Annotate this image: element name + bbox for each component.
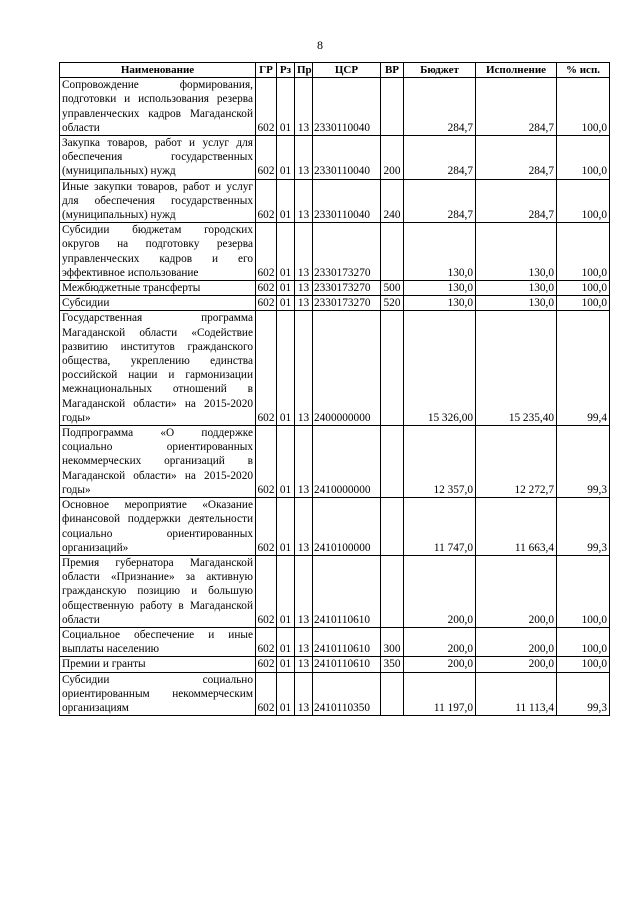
cell-percent: 99,3 [557, 498, 610, 556]
cell-vr: 200 [381, 136, 404, 180]
cell-percent: 100,0 [557, 223, 610, 281]
cell-percent: 100,0 [557, 627, 610, 656]
cell-budget: 130,0 [404, 281, 476, 296]
cell-budget: 200,0 [404, 657, 476, 672]
cell-execution: 284,7 [476, 136, 557, 180]
table-row [60, 426, 610, 498]
cell-pr: 13 [295, 672, 313, 716]
cell-name: Субсидии [60, 296, 256, 311]
cell-gr: 602 [256, 281, 277, 296]
cell-budget: 15 326,00 [404, 311, 476, 426]
cell-pr: 13 [295, 555, 313, 627]
cell-name: Подпрограмма «О поддержке социально ориентированных некоммерческих организаций в Магаданской области» на 2015-2020 годы» [60, 426, 256, 498]
cell-execution: 200,0 [476, 627, 557, 656]
cell-rz: 01 [277, 311, 295, 426]
cell-percent: 99,3 [557, 672, 610, 716]
cell-gr: 602 [256, 672, 277, 716]
cell-pr: 13 [295, 627, 313, 656]
cell-budget: 11 747,0 [404, 498, 476, 556]
cell-name: Субсидии бюджетам городских округов на подготовку резерва управленческих кадров и его эффективное использование [60, 223, 256, 281]
table-row [60, 627, 610, 656]
cell-percent: 99,3 [557, 426, 610, 498]
cell-rz: 01 [277, 498, 295, 556]
cell-pr: 13 [295, 78, 313, 136]
cell-gr: 602 [256, 657, 277, 672]
cell-csr: 2410110350 [313, 672, 381, 716]
cell-budget: 12 357,0 [404, 426, 476, 498]
table-row [60, 296, 610, 311]
cell-csr: 2410100000 [313, 498, 381, 556]
table-row [60, 311, 610, 426]
cell-pr: 13 [295, 426, 313, 498]
table-row [60, 223, 610, 281]
cell-percent: 100,0 [557, 555, 610, 627]
header-pr: Пр [295, 63, 313, 78]
cell-percent: 99,4 [557, 311, 610, 426]
header-csr: ЦСР [313, 63, 381, 78]
cell-name: Иные закупки товаров, работ и услуг для обеспечения государственных (муниципальных) нужд [60, 179, 256, 223]
cell-csr: 2400000000 [313, 311, 381, 426]
cell-rz: 01 [277, 223, 295, 281]
header-execution: Исполнение [476, 63, 557, 78]
cell-execution: 12 272,7 [476, 426, 557, 498]
cell-execution: 200,0 [476, 657, 557, 672]
header-budget: Бюджет [404, 63, 476, 78]
cell-name: Государственная программа Магаданской области «Содействие развитию институтов гражданского общества, укреплению единства российской нации и гармонизации межнациональных отношений в Магаданской области» на 2015-2020 годы» [60, 311, 256, 426]
cell-pr: 13 [295, 311, 313, 426]
cell-gr: 602 [256, 498, 277, 556]
cell-rz: 01 [277, 281, 295, 296]
cell-name: Закупка товаров, работ и услуг для обеспечения государственных (муниципальных) нужд [60, 136, 256, 180]
cell-vr [381, 498, 404, 556]
cell-gr: 602 [256, 223, 277, 281]
page-number: 8 [317, 38, 323, 52]
cell-name: Премия губернатора Магаданской области «Признание» за активную гражданскую позицию и большую общественную работу в Магаданской области [60, 555, 256, 627]
cell-name: Основное мероприятие «Оказание финансовой поддержки деятельности социально ориентированных организаций» [60, 498, 256, 556]
cell-budget: 284,7 [404, 136, 476, 180]
cell-percent: 100,0 [557, 296, 610, 311]
cell-gr: 602 [256, 627, 277, 656]
cell-csr: 2410110610 [313, 627, 381, 656]
table-row [60, 78, 610, 136]
cell-rz: 01 [277, 426, 295, 498]
cell-budget: 130,0 [404, 296, 476, 311]
cell-budget: 200,0 [404, 627, 476, 656]
cell-csr: 2330173270 [313, 296, 381, 311]
cell-percent: 100,0 [557, 136, 610, 180]
cell-execution: 200,0 [476, 555, 557, 627]
cell-gr: 602 [256, 296, 277, 311]
cell-execution: 15 235,40 [476, 311, 557, 426]
cell-pr: 13 [295, 498, 313, 556]
cell-percent: 100,0 [557, 78, 610, 136]
cell-name: Премии и гранты [60, 657, 256, 672]
cell-vr [381, 223, 404, 281]
cell-csr: 2330110040 [313, 136, 381, 180]
cell-execution: 130,0 [476, 296, 557, 311]
cell-budget: 11 197,0 [404, 672, 476, 716]
cell-vr [381, 555, 404, 627]
budget-table [59, 62, 610, 716]
table-row [60, 498, 610, 556]
cell-name: Межбюджетные трансферты [60, 281, 256, 296]
cell-execution: 11 113,4 [476, 672, 557, 716]
cell-rz: 01 [277, 179, 295, 223]
cell-pr: 13 [295, 281, 313, 296]
cell-percent: 100,0 [557, 179, 610, 223]
cell-rz: 01 [277, 672, 295, 716]
header-vr: ВР [381, 63, 404, 78]
cell-budget: 284,7 [404, 179, 476, 223]
cell-csr: 2330173270 [313, 281, 381, 296]
cell-csr: 2410110610 [313, 657, 381, 672]
cell-gr: 602 [256, 426, 277, 498]
cell-vr: 240 [381, 179, 404, 223]
cell-pr: 13 [295, 179, 313, 223]
cell-rz: 01 [277, 657, 295, 672]
cell-csr: 2330110040 [313, 179, 381, 223]
table-row [60, 136, 610, 180]
table-header-row [60, 63, 610, 78]
cell-budget: 200,0 [404, 555, 476, 627]
cell-vr: 520 [381, 296, 404, 311]
cell-name: Социальное обеспечение и иные выплаты населению [60, 627, 256, 656]
table-row [60, 179, 610, 223]
header-name: Наименование [60, 63, 256, 78]
cell-percent: 100,0 [557, 657, 610, 672]
cell-rz: 01 [277, 555, 295, 627]
cell-vr [381, 311, 404, 426]
cell-csr: 2410000000 [313, 426, 381, 498]
cell-csr: 2330110040 [313, 78, 381, 136]
table-row [60, 281, 610, 296]
cell-execution: 284,7 [476, 179, 557, 223]
cell-rz: 01 [277, 136, 295, 180]
cell-vr [381, 426, 404, 498]
header-percent: % исп. [557, 63, 610, 78]
cell-budget: 284,7 [404, 78, 476, 136]
cell-gr: 602 [256, 78, 277, 136]
header-gr: ГР [256, 63, 277, 78]
cell-vr [381, 672, 404, 716]
header-rz: Рз [277, 63, 295, 78]
cell-percent: 100,0 [557, 281, 610, 296]
cell-pr: 13 [295, 136, 313, 180]
cell-execution: 284,7 [476, 78, 557, 136]
table-row [60, 555, 610, 627]
cell-execution: 11 663,4 [476, 498, 557, 556]
cell-pr: 13 [295, 657, 313, 672]
cell-vr: 350 [381, 657, 404, 672]
cell-csr: 2410110610 [313, 555, 381, 627]
cell-csr: 2330173270 [313, 223, 381, 281]
cell-name: Субсидии социально ориентированным некоммерческим организациям [60, 672, 256, 716]
table-row [60, 657, 610, 672]
cell-gr: 602 [256, 555, 277, 627]
cell-vr: 500 [381, 281, 404, 296]
cell-execution: 130,0 [476, 223, 557, 281]
cell-name: Сопровождение формирования, подготовки и использования резерва управленческих кадров Магаданской области [60, 78, 256, 136]
cell-budget: 130,0 [404, 223, 476, 281]
cell-pr: 13 [295, 296, 313, 311]
cell-rz: 01 [277, 78, 295, 136]
cell-vr [381, 78, 404, 136]
cell-rz: 01 [277, 627, 295, 656]
cell-rz: 01 [277, 296, 295, 311]
cell-pr: 13 [295, 223, 313, 281]
table-row [60, 672, 610, 716]
cell-gr: 602 [256, 179, 277, 223]
cell-gr: 602 [256, 136, 277, 180]
cell-vr: 300 [381, 627, 404, 656]
cell-execution: 130,0 [476, 281, 557, 296]
cell-gr: 602 [256, 311, 277, 426]
table-body [60, 78, 610, 716]
